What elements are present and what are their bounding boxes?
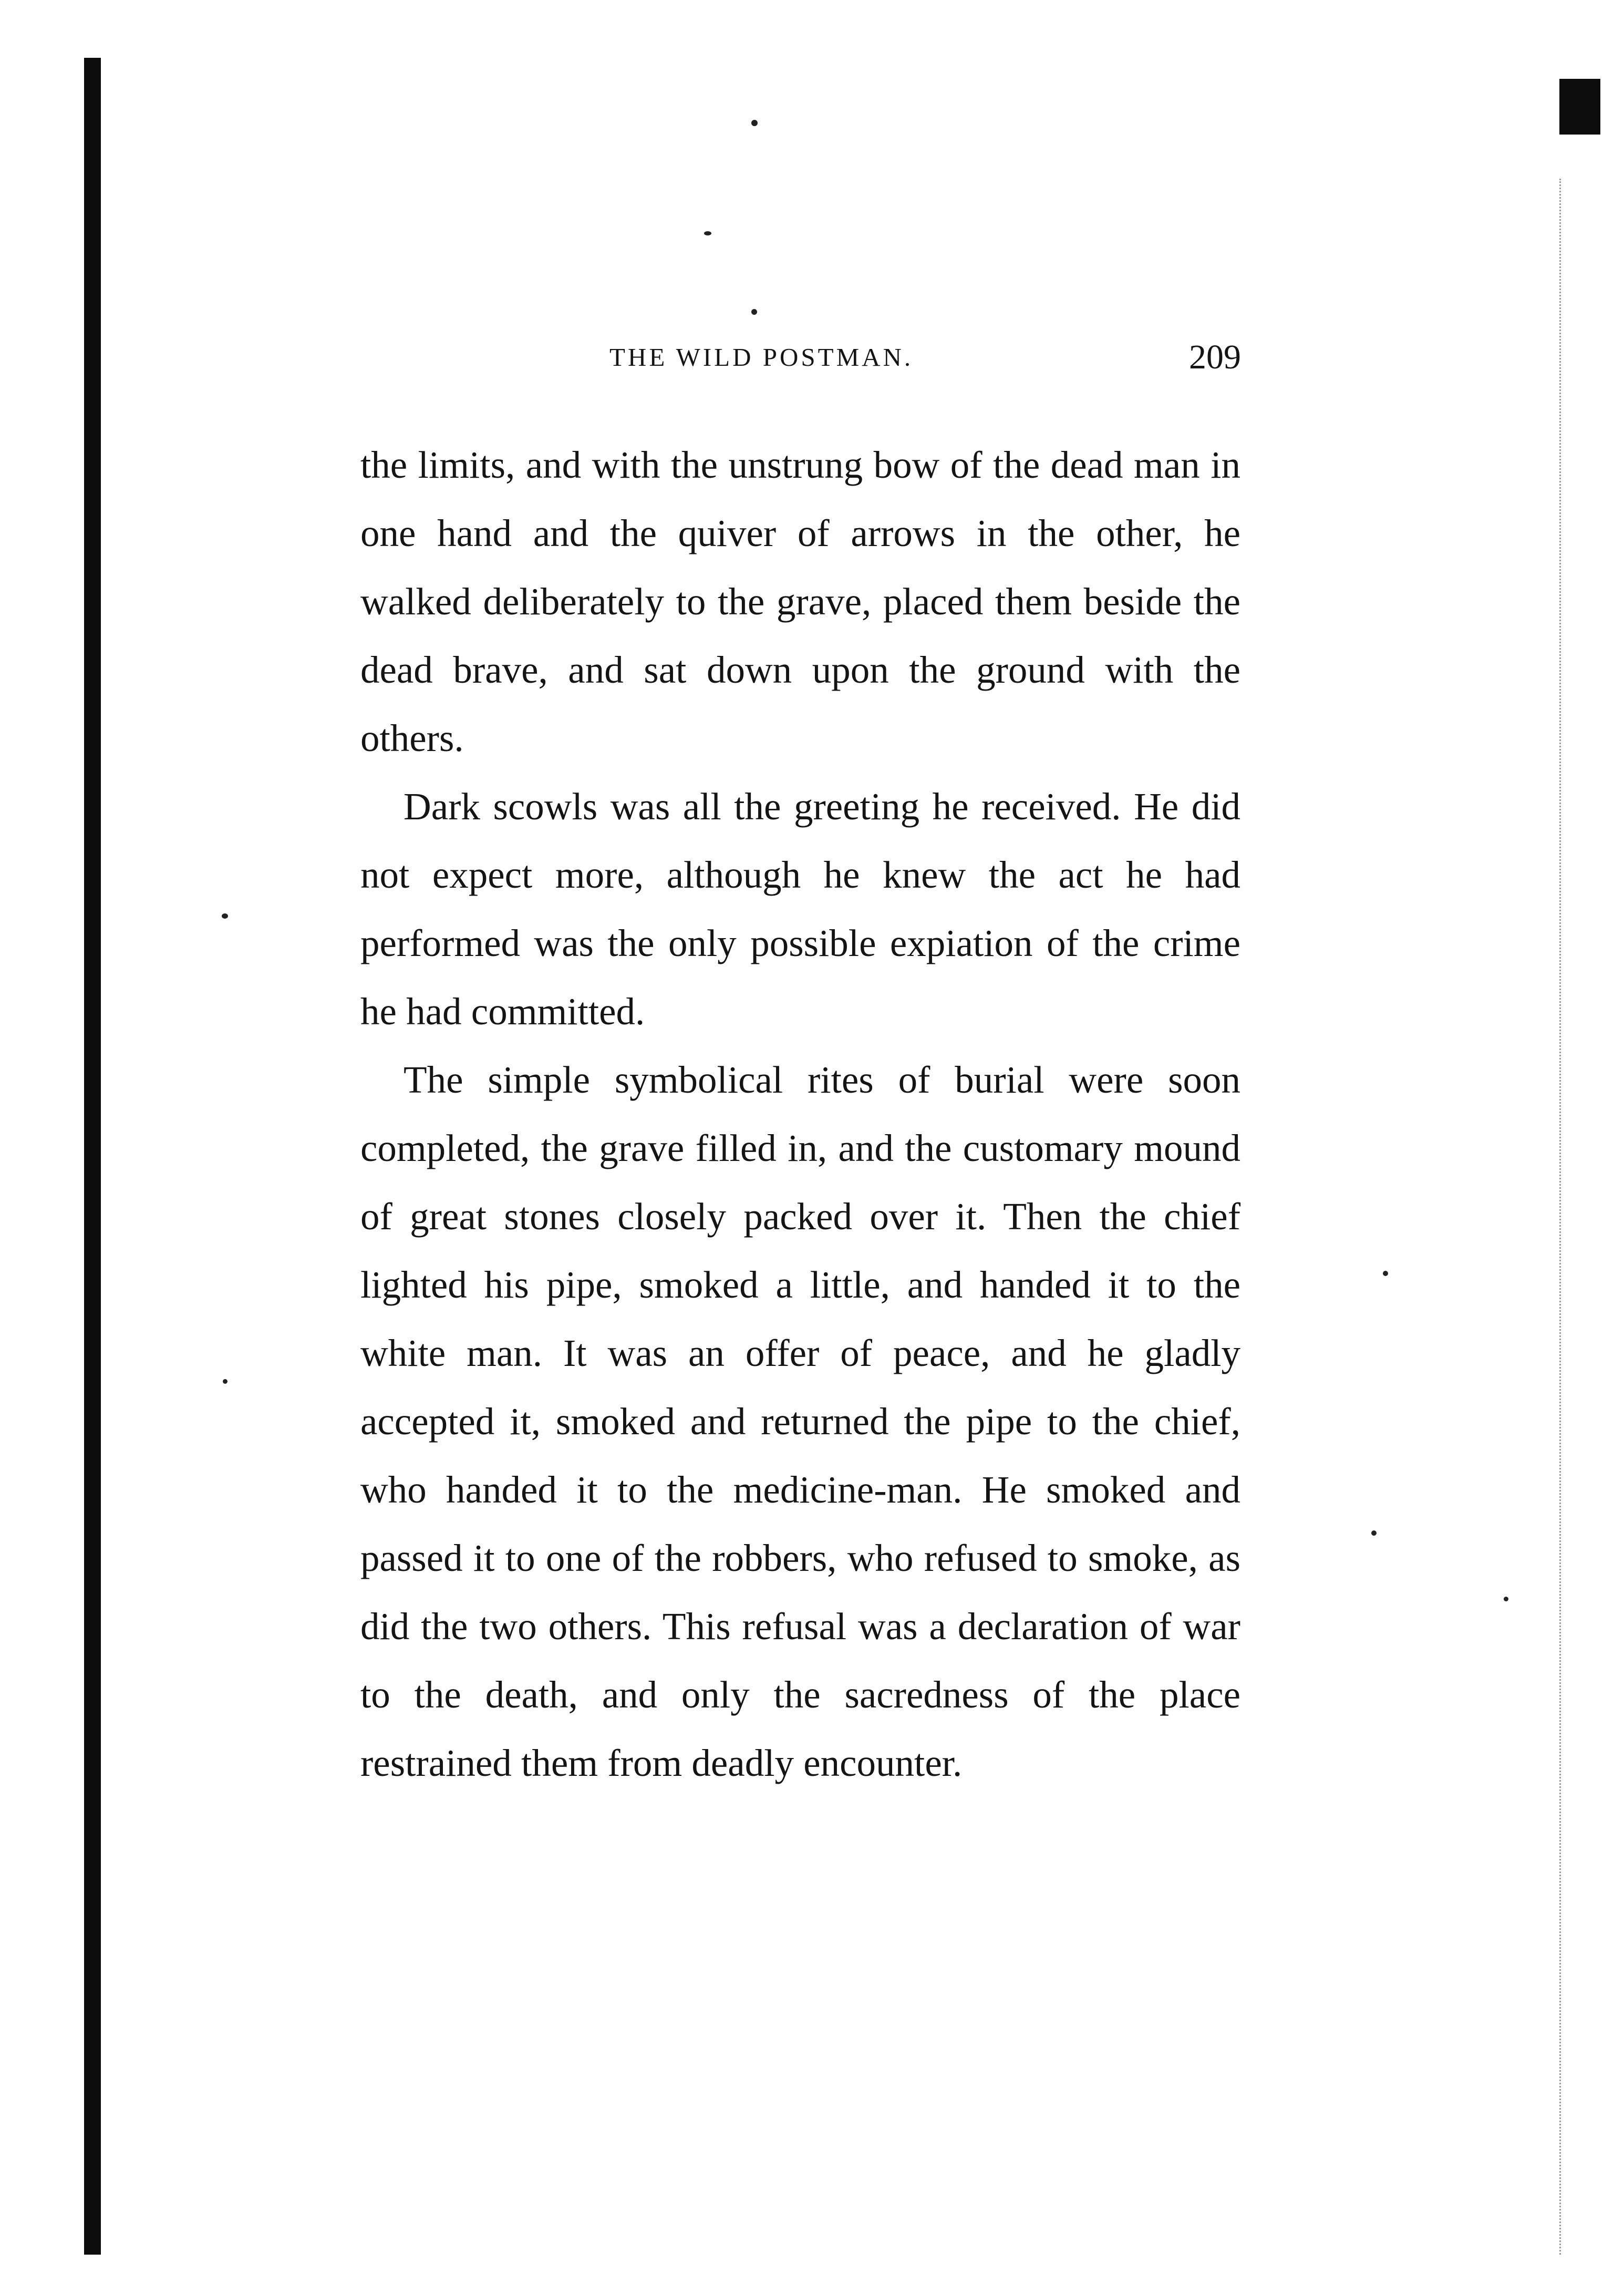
scan-speck <box>223 1379 227 1384</box>
scan-speck <box>751 309 757 315</box>
scan-corner-mark <box>1559 79 1600 135</box>
scan-speck <box>1383 1271 1388 1276</box>
paragraph: Dark scowls was all the greeting he received. He did not expect more, although he knew the act he had performed was the only possible expiation of the crime he had committed. <box>360 785 1240 1033</box>
running-title: THE WILD POSTMAN. <box>609 343 914 372</box>
scan-binding-shadow <box>84 58 101 2255</box>
scan-speck <box>1371 1530 1377 1536</box>
paragraph: the limits, and with the unstrung bow of the dead man in one hand and the quiver of arrows in the other, he walked deliberately to the grave, placed them beside the dead brave, and sat down upon the ground with the others. <box>360 444 1240 759</box>
scan-speck <box>751 120 758 126</box>
body-text <box>360 431 1240 1797</box>
running-header <box>609 338 1241 376</box>
scan-speck <box>704 231 711 235</box>
scan-page-edge <box>1559 179 1566 2255</box>
scan-speck <box>1504 1597 1508 1601</box>
paragraph: The simple symbolical rites of burial were soon completed, the grave filled in, and the customary mound of great stones closely packed over it. Then the chief lighted his pipe, smoked a little, and handed it to the white man. It was an offer of peace, and he gladly accepted it, smoked and returned the pipe to the chief, who handed it to the medicine-man. He smoked and passed it to one of the robbers, who refused to smoke, as did the two others. This refusal was a declaration of war to the death, and only the sacredness of the place restrained them from deadly encounter. <box>360 1058 1240 1784</box>
page-number: 209 <box>1189 338 1241 376</box>
scan-speck <box>222 913 228 919</box>
